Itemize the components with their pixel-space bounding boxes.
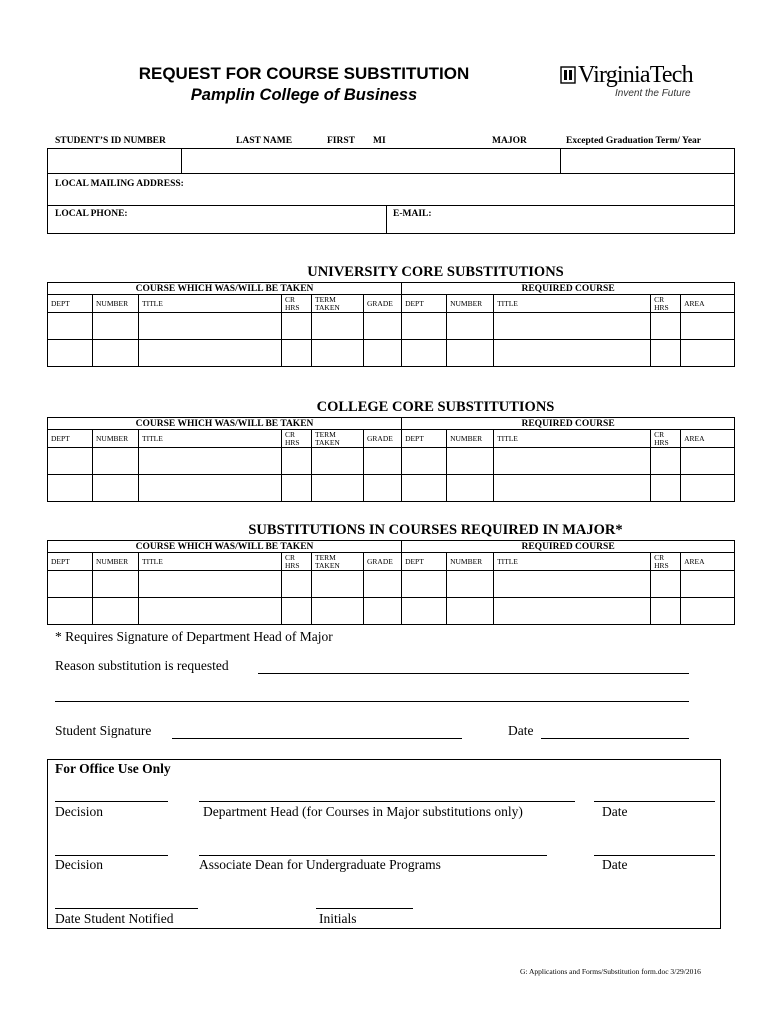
major-label: MAJOR [492, 136, 527, 146]
input-cell[interactable] [364, 475, 402, 502]
date-notified-line[interactable] [55, 908, 198, 909]
col-req-dept: DEPT [402, 430, 447, 448]
input-cell[interactable] [312, 598, 364, 625]
dept-head-date-label: Date [602, 804, 628, 819]
col-number: NUMBER [93, 295, 139, 313]
input-cell[interactable] [282, 340, 312, 367]
input-cell[interactable] [48, 475, 93, 502]
col-title: TITLE [139, 430, 282, 448]
input-cell[interactable] [282, 571, 312, 598]
col-number: NUMBER [93, 553, 139, 571]
decision-line[interactable] [55, 801, 168, 802]
input-cell[interactable] [282, 598, 312, 625]
decision-label: Decision [55, 857, 103, 872]
address-field[interactable] [195, 174, 733, 205]
substitution-table [47, 417, 735, 502]
col-grade: GRADE [364, 430, 402, 448]
input-cell[interactable] [139, 571, 282, 598]
input-cell[interactable] [681, 313, 735, 340]
col-cr-hrs: CR HRS [282, 553, 312, 571]
input-cell[interactable] [494, 313, 651, 340]
input-cell[interactable] [312, 448, 364, 475]
office-use-title: For Office Use Only [55, 761, 171, 776]
student-signature-line[interactable] [172, 738, 462, 739]
phone-field[interactable] [135, 206, 385, 233]
input-cell[interactable] [402, 313, 447, 340]
col-term-taken: TERM TAKEN [312, 295, 364, 313]
input-cell[interactable] [93, 475, 139, 502]
input-cell[interactable] [494, 448, 651, 475]
reason-line[interactable] [258, 673, 689, 674]
input-cell[interactable] [651, 598, 681, 625]
date-notified-label: Date Student Notified [55, 911, 174, 926]
input-cell[interactable] [364, 448, 402, 475]
required-course-header: REQUIRED COURSE [402, 541, 735, 553]
table-row [48, 313, 735, 340]
col-area: AREA [681, 553, 735, 571]
col-title: TITLE [139, 295, 282, 313]
assoc-dean-line[interactable] [199, 855, 547, 856]
graduation-field[interactable] [561, 148, 734, 173]
input-cell[interactable] [494, 340, 651, 367]
major-substitutions-title: SUBSTITUTIONS IN COURSES REQUIRED IN MAJOR* [248, 522, 623, 538]
input-cell[interactable] [681, 340, 735, 367]
input-cell[interactable] [139, 313, 282, 340]
input-cell[interactable] [402, 340, 447, 367]
input-cell[interactable] [494, 571, 651, 598]
col-title: TITLE [139, 553, 282, 571]
graduation-label: Excepted Graduation Term/ Year [566, 136, 702, 146]
input-cell[interactable] [681, 598, 735, 625]
input-cell[interactable] [139, 475, 282, 502]
divider [386, 205, 387, 234]
taken-course-header: COURSE WHICH WAS/WILL BE TAKEN [48, 283, 402, 295]
assoc-dean-label: Associate Dean for Undergraduate Programs [199, 857, 441, 872]
input-cell[interactable] [651, 475, 681, 502]
col-req-number: NUMBER [447, 295, 494, 313]
col-dept: DEPT [48, 553, 93, 571]
address-label: LOCAL MAILING ADDRESS: [55, 179, 184, 189]
input-cell[interactable] [447, 475, 494, 502]
taken-course-header: COURSE WHICH WAS/WILL BE TAKEN [48, 541, 402, 553]
input-cell[interactable] [681, 448, 735, 475]
student-signature-label: Student Signature [55, 723, 152, 738]
col-term-taken: TERM TAKEN [312, 430, 364, 448]
input-cell[interactable] [48, 448, 93, 475]
phone-label: LOCAL PHONE: [55, 209, 128, 219]
input-cell[interactable] [494, 598, 651, 625]
input-cell[interactable] [282, 448, 312, 475]
substitution-table [47, 282, 735, 367]
input-cell[interactable] [93, 340, 139, 367]
col-req-title: TITLE [494, 430, 651, 448]
major-footnote: * Requires Signature of Department Head of Major [55, 629, 333, 644]
input-cell[interactable] [651, 448, 681, 475]
taken-course-header: COURSE WHICH WAS/WILL BE TAKEN [48, 418, 402, 430]
col-area: AREA [681, 295, 735, 313]
dept-head-label: Department Head (for Courses in Major substitutions only) [203, 804, 523, 819]
input-cell[interactable] [681, 475, 735, 502]
input-cell[interactable] [139, 598, 282, 625]
first-name-label: FIRST [327, 136, 355, 146]
input-cell[interactable] [93, 448, 139, 475]
col-grade: GRADE [364, 295, 402, 313]
col-req-cr-hrs: CR HRS [651, 295, 681, 313]
input-cell[interactable] [447, 313, 494, 340]
input-cell[interactable] [282, 313, 312, 340]
email-label: E-MAIL: [393, 209, 432, 219]
col-req-cr-hrs: CR HRS [651, 553, 681, 571]
college-core-title: COLLEGE CORE SUBSTITUTIONS [316, 399, 555, 415]
col-req-title: TITLE [494, 295, 651, 313]
student-id-field[interactable] [48, 148, 181, 173]
vt-shield-icon [560, 66, 576, 84]
required-course-header: REQUIRED COURSE [402, 418, 735, 430]
input-cell[interactable] [364, 598, 402, 625]
student-id-label: STUDENT’S ID NUMBER [55, 136, 166, 146]
input-cell[interactable] [447, 598, 494, 625]
logo-tagline: Invent the Future [615, 88, 691, 99]
col-dept: DEPT [48, 295, 93, 313]
input-cell[interactable] [681, 571, 735, 598]
input-cell[interactable] [494, 475, 651, 502]
input-cell[interactable] [139, 448, 282, 475]
office-use-box [47, 759, 721, 929]
input-cell[interactable] [93, 313, 139, 340]
input-cell[interactable] [139, 340, 282, 367]
input-cell[interactable] [651, 571, 681, 598]
dept-head-date-line[interactable] [594, 801, 715, 802]
signature-date-line[interactable] [541, 738, 689, 739]
col-term-taken: TERM TAKEN [312, 553, 364, 571]
page-title: REQUEST FOR COURSE SUBSTITUTION [138, 64, 470, 83]
input-cell[interactable] [364, 571, 402, 598]
virginia-tech-logo [558, 62, 698, 102]
reason-line-2[interactable] [55, 701, 689, 702]
col-cr-hrs: CR HRS [282, 295, 312, 313]
col-req-number: NUMBER [447, 430, 494, 448]
input-cell[interactable] [651, 340, 681, 367]
col-req-cr-hrs: CR HRS [651, 430, 681, 448]
initials-line[interactable] [316, 908, 413, 909]
input-cell[interactable] [364, 340, 402, 367]
assoc-dean-date-label: Date [602, 857, 628, 872]
dept-head-line[interactable] [199, 801, 575, 802]
input-cell[interactable] [312, 571, 364, 598]
input-cell[interactable] [48, 313, 93, 340]
col-number: NUMBER [93, 430, 139, 448]
name-field[interactable] [182, 148, 560, 173]
mi-label: MI [373, 136, 386, 146]
university-core-title: UNIVERSITY CORE SUBSTITUTIONS [307, 264, 564, 280]
reason-label: Reason substitution is requested [55, 658, 229, 673]
table-row [48, 571, 735, 598]
input-cell[interactable] [93, 571, 139, 598]
col-cr-hrs: CR HRS [282, 430, 312, 448]
email-field[interactable] [438, 206, 733, 233]
last-name-label: LAST NAME [236, 136, 293, 146]
table-row [48, 475, 735, 502]
input-cell[interactable] [48, 571, 93, 598]
col-area: AREA [681, 430, 735, 448]
decision-line[interactable] [55, 855, 168, 856]
input-cell[interactable] [402, 448, 447, 475]
signature-date-label: Date [508, 723, 534, 738]
input-cell[interactable] [93, 598, 139, 625]
col-req-dept: DEPT [402, 553, 447, 571]
initials-label: Initials [319, 911, 357, 926]
file-footer: G: Applications and Forms/Substitution form.doc 3/29/2016 [520, 967, 701, 976]
decision-label: Decision [55, 804, 103, 819]
input-cell[interactable] [48, 598, 93, 625]
col-req-title: TITLE [494, 553, 651, 571]
input-cell[interactable] [312, 313, 364, 340]
assoc-dean-date-line[interactable] [594, 855, 715, 856]
input-cell[interactable] [402, 598, 447, 625]
col-req-number: NUMBER [447, 553, 494, 571]
input-cell[interactable] [447, 571, 494, 598]
input-cell[interactable] [651, 313, 681, 340]
required-course-header: REQUIRED COURSE [402, 283, 735, 295]
input-cell[interactable] [402, 475, 447, 502]
input-cell[interactable] [402, 571, 447, 598]
input-cell[interactable] [364, 313, 402, 340]
input-cell[interactable] [312, 475, 364, 502]
substitution-table [47, 540, 735, 625]
col-req-dept: DEPT [402, 295, 447, 313]
table-row [48, 340, 735, 367]
input-cell[interactable] [312, 340, 364, 367]
table-row [48, 448, 735, 475]
college-subtitle: Pamplin College of Business [190, 86, 418, 104]
col-dept: DEPT [48, 430, 93, 448]
input-cell[interactable] [282, 475, 312, 502]
input-cell[interactable] [48, 340, 93, 367]
table-row [48, 598, 735, 625]
logo-wordmark: VirginiaTech [578, 62, 693, 88]
col-grade: GRADE [364, 553, 402, 571]
input-cell[interactable] [447, 340, 494, 367]
input-cell[interactable] [447, 448, 494, 475]
